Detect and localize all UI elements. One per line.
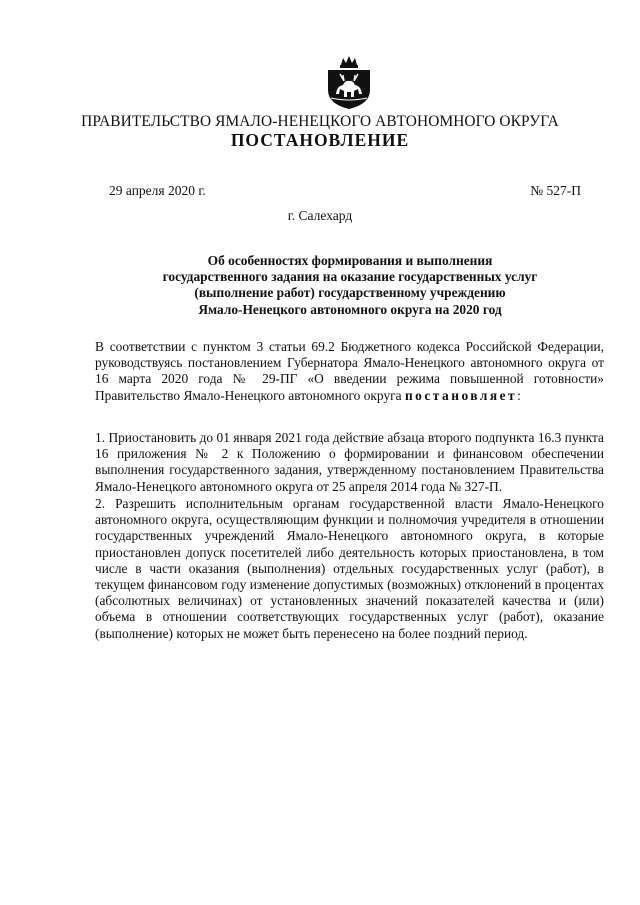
document-date: 29 апреля 2020 г.: [109, 183, 206, 198]
title-line: Ямало-Ненецкого автономного округа на 2020 год: [198, 301, 502, 317]
document-number: № 527-П: [530, 183, 581, 198]
preamble-text: В соответствии с пунктом 3 статьи 69.2 Бюджетного кодекса Российской Федерации, руководствуясь постановлением Губернатора Ямало-Ненецкого автономного округа от 16 марта 2020 года № 29-ПГ «О введении режима повышенной готовности» Правительство Ямало-Ненецкого автономного округа: [95, 339, 604, 403]
coat-of-arms-icon: [326, 56, 372, 110]
government-name: ПРАВИТЕЛЬСТВО ЯМАЛО-НЕНЕЦКОГО АВТОНОМНОГО ОКРУГА: [81, 113, 559, 130]
resolves-colon: :: [517, 387, 521, 403]
preamble-paragraph: [95, 339, 604, 404]
title-line: государственного задания на оказание государственных услуг: [162, 269, 538, 285]
document-type: ПОСТАНОВЛЕНИЕ: [230, 130, 410, 150]
title-line: Об особенностях формирования и выполнения: [207, 253, 493, 268]
resolves-word: постановляет: [404, 387, 518, 403]
title-line: (выполнение работ) государственному учреждению: [194, 285, 506, 301]
document-city: г. Салехард: [287, 208, 353, 223]
item-paragraph-2: 2. Разрешить исполнительным органам государственной власти Ямало-Ненецкого автономного округа, осуществляющим функции и полномочия учредителя в отношении государственных учреждений Ямало-Ненецкого автономного округа, в которые приостановлен допуск посетителей либо деятельность которых приостановлена, в том числе в части оказания (выполнения) отдельных государственных услуг (работ), в текущем финансовом году изменение допустимых (возможных) отклонений в процентах (абсолютных величинах) от установленных значений показателей качества и (или) объема в отношении соответствующих государственных услуг (работ), оказание (выполнение) которых не может быть перенесено на более поздний период.: [95, 496, 604, 641]
document-title: [90, 253, 610, 318]
item-paragraph-1: 1. Приостановить до 01 января 2021 года действие абзаца второго подпункта 16.3 пункта 16 приложения № 2 к Положению о формировании и финансовом обеспечении выполнения государственного задания, утвержденному постановлением Правительства Ямало-Ненецкого автономного округа от 25 апреля 2014 года № 327-П.: [95, 430, 604, 494]
